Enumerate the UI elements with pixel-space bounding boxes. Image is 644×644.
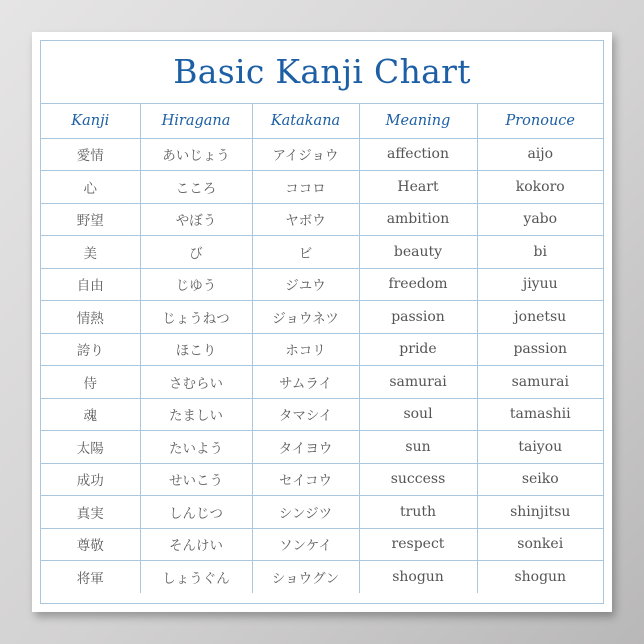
meaning-cell: ambition bbox=[359, 203, 477, 236]
pronounce-cell: kokoro bbox=[477, 171, 603, 204]
hiragana-cell: しょうぐん bbox=[140, 561, 252, 594]
hiragana-cell: あいじょう bbox=[140, 138, 252, 171]
kanji-cell: 尊敬 bbox=[41, 528, 140, 561]
hiragana-cell: さむらい bbox=[140, 366, 252, 399]
katakana-cell: タイヨウ bbox=[252, 431, 359, 464]
header-meaning: Meaning bbox=[359, 104, 477, 138]
table-row bbox=[41, 333, 603, 366]
table-row bbox=[41, 463, 603, 496]
title-row bbox=[41, 41, 603, 104]
katakana-cell: ソンケイ bbox=[252, 528, 359, 561]
kanji-table bbox=[41, 104, 603, 593]
poster bbox=[32, 32, 612, 612]
meaning-cell: samurai bbox=[359, 366, 477, 399]
table-row bbox=[41, 301, 603, 334]
table-row bbox=[41, 138, 603, 171]
hiragana-cell: しんじつ bbox=[140, 496, 252, 529]
chart-title: Basic Kanji Chart bbox=[173, 51, 471, 91]
hiragana-cell: び bbox=[140, 236, 252, 269]
hiragana-cell: たいよう bbox=[140, 431, 252, 464]
katakana-cell: サムライ bbox=[252, 366, 359, 399]
katakana-cell: ショウグン bbox=[252, 561, 359, 594]
kanji-cell: 成功 bbox=[41, 463, 140, 496]
hiragana-cell: そんけい bbox=[140, 528, 252, 561]
table-row bbox=[41, 398, 603, 431]
pronounce-cell: seiko bbox=[477, 463, 603, 496]
meaning-cell: truth bbox=[359, 496, 477, 529]
kanji-cell: 誇り bbox=[41, 333, 140, 366]
meaning-cell: freedom bbox=[359, 268, 477, 301]
meaning-cell: success bbox=[359, 463, 477, 496]
pronounce-cell: jiyuu bbox=[477, 268, 603, 301]
katakana-cell: ジョウネツ bbox=[252, 301, 359, 334]
kanji-cell: 愛情 bbox=[41, 138, 140, 171]
pronounce-cell: passion bbox=[477, 333, 603, 366]
katakana-cell: ココロ bbox=[252, 171, 359, 204]
kanji-cell: 将軍 bbox=[41, 561, 140, 594]
header-katakana: Katakana bbox=[252, 104, 359, 138]
kanji-cell: 自由 bbox=[41, 268, 140, 301]
meaning-cell: respect bbox=[359, 528, 477, 561]
hiragana-cell: じょうねつ bbox=[140, 301, 252, 334]
table-row bbox=[41, 203, 603, 236]
pronounce-cell: bi bbox=[477, 236, 603, 269]
kanji-cell: 魂 bbox=[41, 398, 140, 431]
meaning-cell: soul bbox=[359, 398, 477, 431]
katakana-cell: ジユウ bbox=[252, 268, 359, 301]
meaning-cell: shogun bbox=[359, 561, 477, 594]
hiragana-cell: こころ bbox=[140, 171, 252, 204]
meaning-cell: Heart bbox=[359, 171, 477, 204]
hiragana-cell: たましい bbox=[140, 398, 252, 431]
kanji-cell: 真実 bbox=[41, 496, 140, 529]
hiragana-cell: せいこう bbox=[140, 463, 252, 496]
table-row bbox=[41, 366, 603, 399]
header-hiragana: Hiragana bbox=[140, 104, 252, 138]
table-body bbox=[41, 138, 603, 593]
hiragana-cell: やぼう bbox=[140, 203, 252, 236]
meaning-cell: beauty bbox=[359, 236, 477, 269]
katakana-cell: ビ bbox=[252, 236, 359, 269]
table-row bbox=[41, 171, 603, 204]
katakana-cell: ホコリ bbox=[252, 333, 359, 366]
kanji-cell: 太陽 bbox=[41, 431, 140, 464]
header-kanji: Kanji bbox=[41, 104, 140, 138]
table-row bbox=[41, 496, 603, 529]
table-row bbox=[41, 528, 603, 561]
meaning-cell: pride bbox=[359, 333, 477, 366]
table-row bbox=[41, 268, 603, 301]
pronounce-cell: shinjitsu bbox=[477, 496, 603, 529]
pronounce-cell: tamashii bbox=[477, 398, 603, 431]
kanji-cell: 野望 bbox=[41, 203, 140, 236]
pronounce-cell: samurai bbox=[477, 366, 603, 399]
pronounce-cell: sonkei bbox=[477, 528, 603, 561]
pronounce-cell: taiyou bbox=[477, 431, 603, 464]
header-row bbox=[41, 104, 603, 138]
katakana-cell: アイジョウ bbox=[252, 138, 359, 171]
pronounce-cell: shogun bbox=[514, 569, 567, 585]
meaning-cell: passion bbox=[359, 301, 477, 334]
kanji-cell: 心 bbox=[41, 171, 140, 204]
katakana-cell: シンジツ bbox=[252, 496, 359, 529]
table-row bbox=[41, 236, 603, 269]
pronounce-cell: aijo bbox=[477, 138, 603, 171]
kanji-cell: 美 bbox=[41, 236, 140, 269]
katakana-cell: セイコウ bbox=[252, 463, 359, 496]
kanji-cell: 侍 bbox=[41, 366, 140, 399]
kanji-cell: 情熱 bbox=[41, 301, 140, 334]
header-pronounce: Pronouce bbox=[477, 104, 603, 138]
pronounce-cell: yabo bbox=[477, 203, 603, 236]
meaning-cell: sun bbox=[359, 431, 477, 464]
hiragana-cell: じゆう bbox=[140, 268, 252, 301]
kanji-chart bbox=[40, 40, 604, 604]
katakana-cell: タマシイ bbox=[252, 398, 359, 431]
katakana-cell: ヤボウ bbox=[252, 203, 359, 236]
table-row bbox=[41, 431, 603, 464]
meaning-cell: affection bbox=[359, 138, 477, 171]
hiragana-cell: ほこり bbox=[140, 333, 252, 366]
table-row bbox=[41, 561, 603, 594]
pronounce-cell: jonetsu bbox=[477, 301, 603, 334]
